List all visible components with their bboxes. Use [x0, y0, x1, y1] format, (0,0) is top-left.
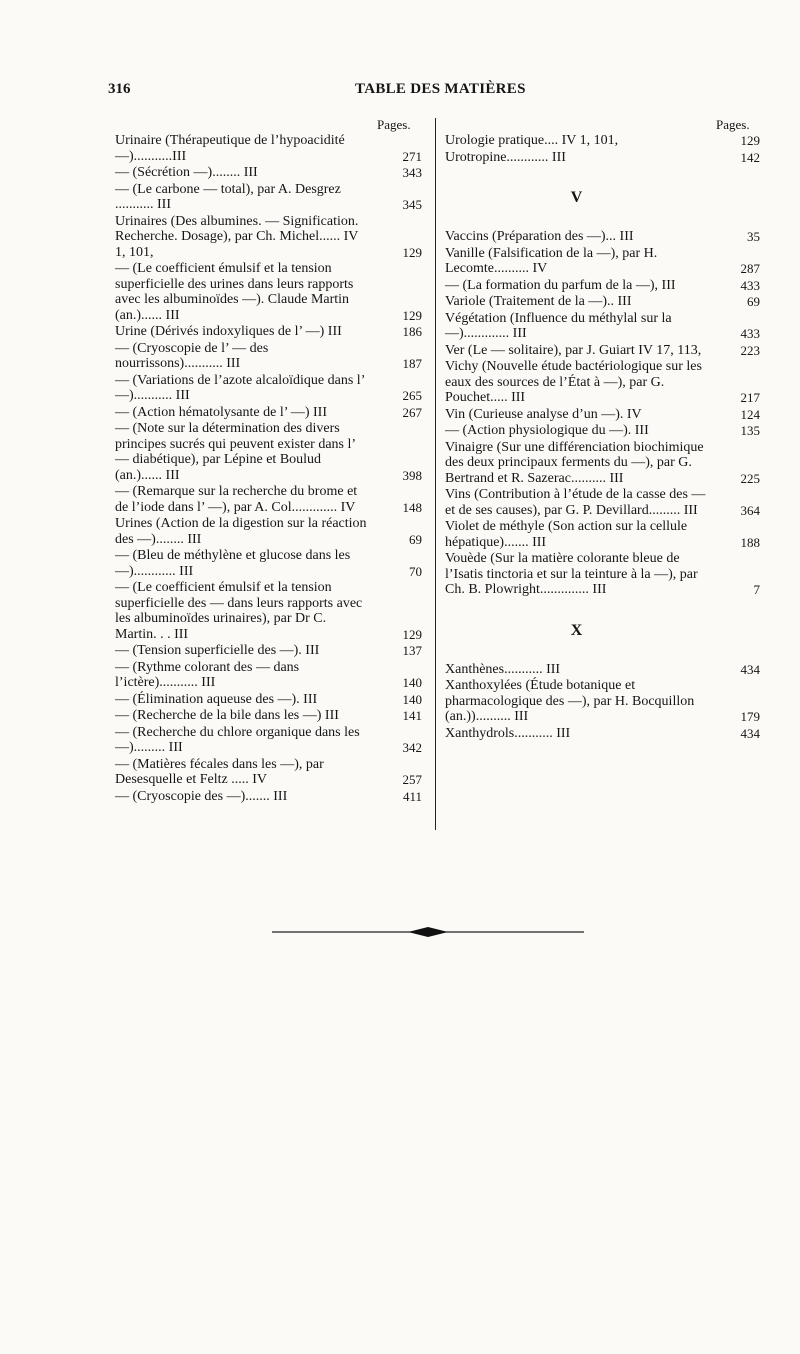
index-entry: Vichy (Nouvelle étude bactériologique sur les eaux des sources de l’État à —), par G. Pouchet..... III 217: [445, 359, 760, 405]
index-entry: Végétation (Influence du méthylal sur la —)............. III 433: [445, 310, 760, 341]
index-entry: Vinaigre (Sur une différenciation biochimique des deux principaux ferments du —), par G. Bertrand et R. Sazerac.......... III 225: [445, 439, 760, 486]
index-entry: Vin (Curieuse analyse d’un —). IV 124: [445, 406, 760, 422]
index-entry: — (Note sur la détermination des divers principes sucrés qui peuvent exister dans l’ — diabétique), par Lépine et Boulud (an.)...... III 398: [115, 421, 422, 483]
index-entry: Xanthydrols........... III 434: [445, 725, 760, 741]
column-divider: [435, 118, 436, 830]
index-entry: — (La formation du parfum de la —), III 433: [445, 277, 760, 293]
index-entry: — (Le coefficient émulsif et la tension superficielle des urines dans leurs rapports avec les albuminoïdes —). Claude Martin (an.)...... III 129: [115, 261, 422, 323]
right-pages-header: Pages.: [716, 117, 750, 132]
index-entry: Urinaires (Des albumines. — Signification. Recherche. Dosage), par Ch. Michel...... IV 1, 101, 129: [115, 213, 422, 260]
index-entry: — (Cryoscopie des —)....... III 411: [115, 788, 422, 804]
index-entry: Urotropine............ III 142: [445, 149, 760, 165]
index-entry: — (Action hématolysante de l’ —) III 267: [115, 404, 422, 420]
index-entry: Vins (Contribution à l’étude de la casse des — et de ses causes), par G. P. Devillard......... III 364: [445, 487, 760, 518]
index-entry: — (Recherche du chlore organique dans les —)......... III 342: [115, 724, 422, 755]
index-entry: Vouède (Sur la matière colorante bleue de l’Isatis tinctoria et sur la teinture à la —), par Ch. B. Plowright.............. III 7: [445, 551, 760, 597]
right-column: [445, 133, 760, 742]
index-entry: — (Le carbone — total), par A. Desgrez ........... III 345: [115, 181, 422, 212]
index-entry: — (Recherche de la bile dans les —) III 141: [115, 708, 422, 723]
index-entry: — (Matières fécales dans les —), par Desesquelle et Feltz ..... IV 257: [115, 756, 422, 787]
index-entry: — (Sécrétion —)........ III 343: [115, 165, 422, 180]
index-entry: — (Le coefficient émulsif et la tension superficielle des — dans leurs rapports avec les albuminoïdes urinaires), par Dr C. Martin. . . III 129: [115, 580, 422, 642]
index-entry: Vanille (Falsification de la —), par H. Lecomte.......... IV 287: [445, 245, 760, 276]
index-entry: — (Cryoscopie de l’ — des nourrissons)........... III 187: [115, 340, 422, 371]
index-entry: — (Action physiologique du —). III 135: [445, 423, 760, 438]
index-entry: Urines (Action de la digestion sur la réaction des —)........ III 69: [115, 516, 422, 547]
section-letter-x: X: [570, 621, 583, 639]
index-entry: Variole (Traitement de la —).. III 69: [445, 294, 760, 309]
section-letter-v: V: [570, 189, 583, 206]
index-entry: — (Rythme colorant des — dans l’ictère)........... III 140: [115, 659, 422, 690]
index-entry: — (Tension superficielle des —). III 137: [115, 643, 422, 658]
index-entry: Xanthoxylées (Étude botanique et pharmacologique des —), par H. Bocquillon (an.)).......... III 179: [445, 678, 760, 724]
index-entry: Urologie pratique.... IV 1, 101, 129: [445, 133, 760, 148]
index-entry: Ver (Le — solitaire), par J. Guiart IV 17, 113, 223: [445, 342, 760, 358]
left-column: [115, 133, 422, 805]
index-entry: Violet de méthyle (Son action sur la cellule hépatique)....... III 188: [445, 519, 760, 550]
index-entry: — (Remarque sur la recherche du brome et de l’iode dans l’ —), par A. Col............. IV 148: [115, 484, 422, 515]
page-number: 316: [108, 81, 131, 97]
index-entry: — (Variations de l’azote alcaloïdique dans l’ —)........... III 265: [115, 372, 422, 403]
running-title: TABLE DES MATIÈRES: [355, 81, 526, 97]
left-pages-header: Pages.: [377, 117, 411, 132]
end-ornament: [272, 925, 584, 939]
index-entry: — (Bleu de méthylène et glucose dans les —)............ III 70: [115, 548, 422, 579]
index-entry: Urinaire (Thérapeutique de l’hypoacidité —)...........III 271: [115, 133, 422, 164]
index-entry: Xanthènes........... III 434: [445, 661, 760, 677]
index-entry: Urine (Dérivés indoxyliques de l’ —) III 186: [115, 324, 422, 339]
index-entry: — (Élimination aqueuse des —). III 140: [115, 691, 422, 707]
index-entry: Vaccins (Préparation des —)... III 35: [445, 229, 760, 244]
